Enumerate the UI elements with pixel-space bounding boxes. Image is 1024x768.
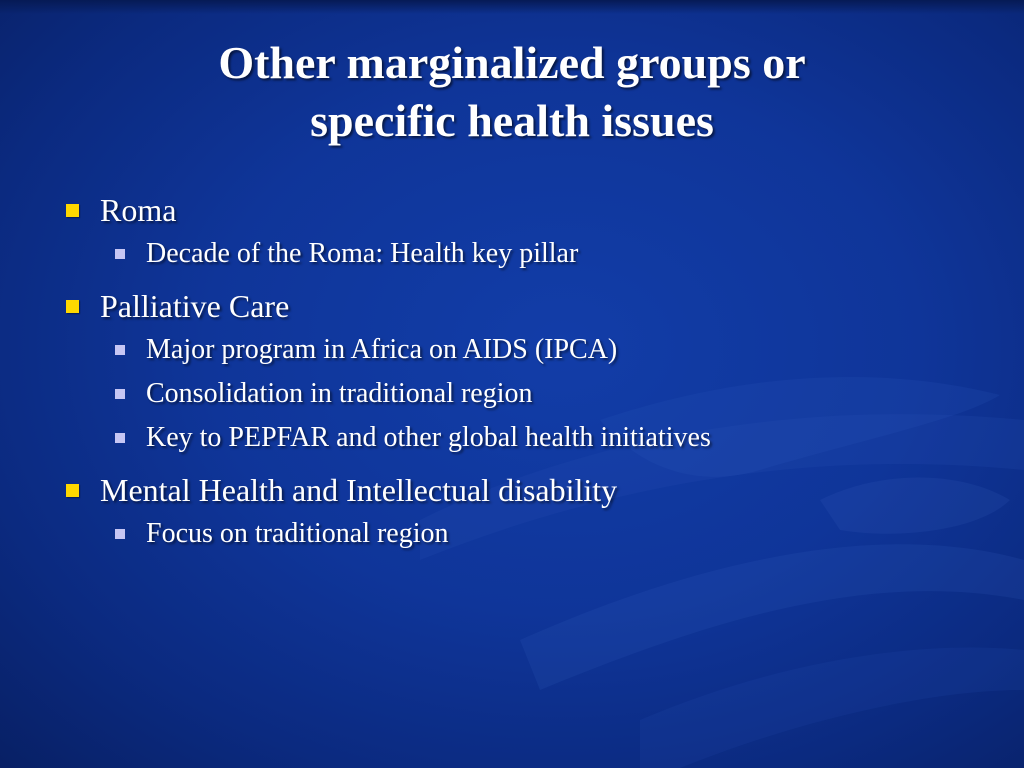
- bullet-item: [60, 470, 960, 510]
- square-sub-bullet-icon: [115, 529, 125, 539]
- bullet-group-palliative-care: [60, 286, 960, 456]
- title-line-2: specific health issues: [310, 95, 714, 146]
- title-line-1: Other marginalized groups or: [218, 37, 806, 88]
- sub-bullet-item: [60, 236, 920, 272]
- square-sub-bullet-icon: [115, 389, 125, 399]
- sub-bullet-list: [60, 516, 960, 552]
- square-sub-bullet-icon: [115, 345, 125, 355]
- sub-bullet-item: [60, 376, 920, 412]
- sub-bullet-text: Key to PEPFAR and other global health initiatives: [146, 422, 711, 453]
- sub-bullet-list: [60, 332, 960, 456]
- slide-title: [60, 34, 964, 150]
- square-bullet-icon: [66, 484, 79, 497]
- square-sub-bullet-icon: [115, 433, 125, 443]
- square-bullet-icon: [66, 300, 79, 313]
- bullet-text: Palliative Care: [100, 288, 290, 324]
- sub-bullet-list: [60, 236, 960, 272]
- bullet-item: [60, 286, 960, 326]
- sub-bullet-text: Consolidation in traditional region: [146, 378, 533, 409]
- top-shadow-bar: [0, 0, 1024, 14]
- square-bullet-icon: [66, 204, 79, 217]
- sub-bullet-text: Focus on traditional region: [146, 518, 449, 549]
- sub-bullet-item: [60, 332, 920, 368]
- sub-bullet-text: Decade of the Roma: Health key pillar: [146, 238, 579, 269]
- bullet-group-mental-health: [60, 470, 960, 552]
- bullet-text: Mental Health and Intellectual disability: [100, 472, 618, 508]
- bullet-list: [60, 190, 960, 566]
- bullet-item: [60, 190, 960, 230]
- bullet-text: Roma: [100, 192, 177, 228]
- sub-bullet-text: Major program in Africa on AIDS (IPCA): [146, 334, 618, 365]
- bullet-group-roma: [60, 190, 960, 272]
- sub-bullet-item: [60, 420, 920, 456]
- square-sub-bullet-icon: [115, 249, 125, 259]
- sub-bullet-item: [60, 516, 920, 552]
